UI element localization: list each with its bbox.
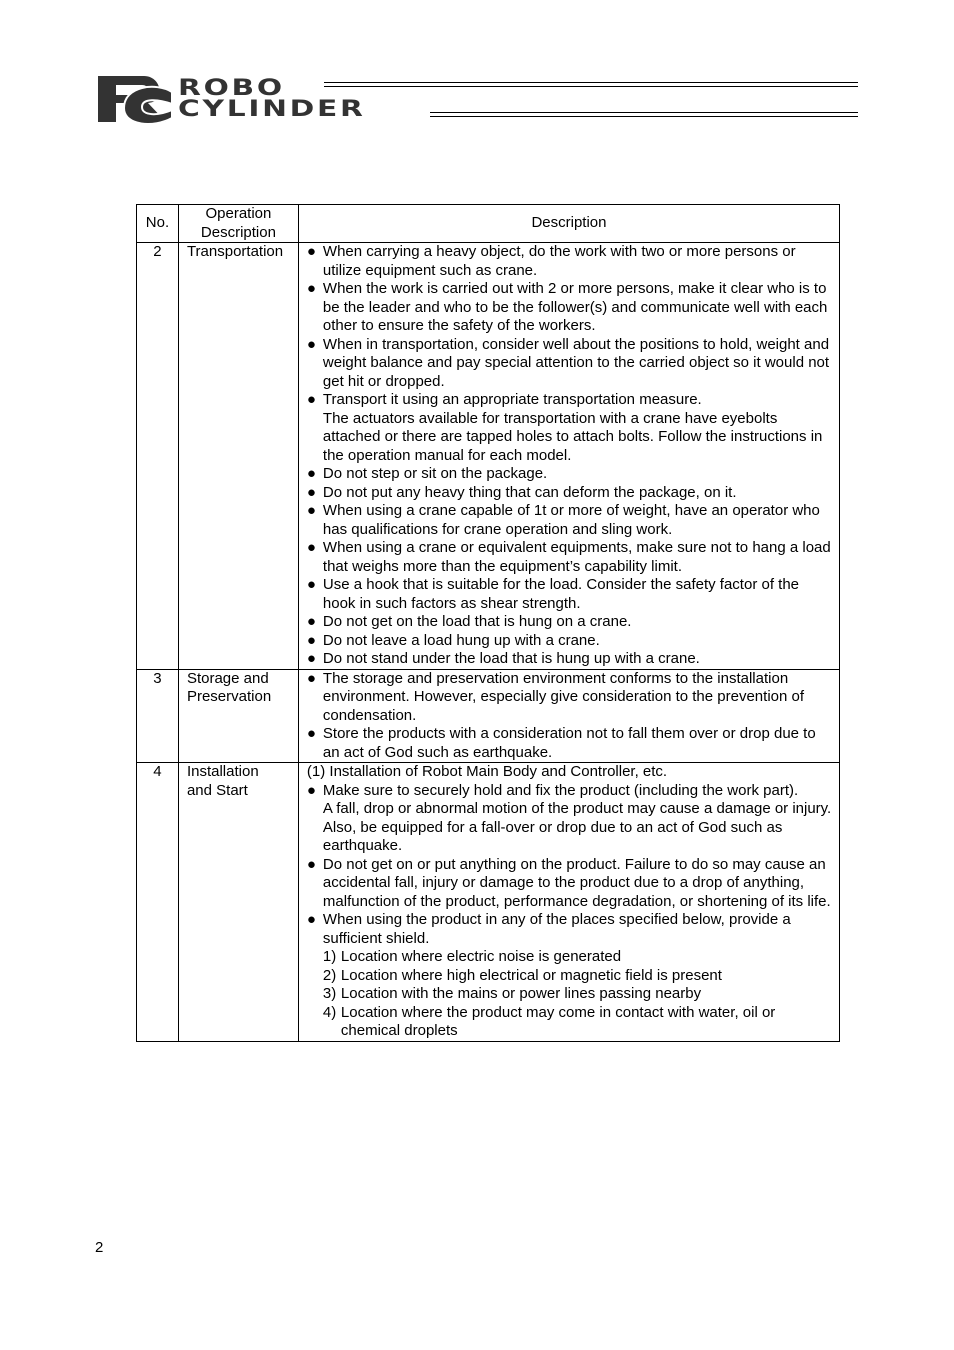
bullet-icon: ● xyxy=(306,911,316,928)
bullet-icon: ● xyxy=(306,725,316,742)
list-item: ● Do not leave a load hung up with a crane. xyxy=(306,631,600,649)
bullet-icon: ● xyxy=(306,631,316,649)
bullet-icon: ● xyxy=(306,539,316,556)
row-operation: Storage and Preservation xyxy=(178,669,298,763)
header-operation: Operation Description xyxy=(178,205,298,243)
row-operation: Installation and Start xyxy=(178,763,298,1042)
page-header xyxy=(96,72,858,128)
bullet-note: A fall, drop or abnormal motion of the product may cause a damage or injury. xyxy=(322,800,832,817)
bullet-icon: ● xyxy=(306,465,316,482)
list-item: ● Make sure to securely hold and fix the product (including the work part). xyxy=(306,781,799,799)
bullet-note: Also, be equipped for a fall-over or drop due to an act of God such as earthquake. xyxy=(322,818,783,854)
table-row xyxy=(137,669,840,763)
bullet-icon: ● xyxy=(306,855,316,873)
row-description xyxy=(298,669,839,763)
row-no: 2 xyxy=(137,243,179,670)
section-title: (1) Installation of Robot Main Body and Controller, etc. xyxy=(306,763,668,780)
header-rule-bottom xyxy=(430,112,858,117)
numbered-item: 1) Location where electric noise is generated xyxy=(322,948,622,965)
bullet-icon: ● xyxy=(306,669,316,687)
bullet-icon: ● xyxy=(306,391,316,408)
bullet-icon: ● xyxy=(306,576,316,593)
numbered-item: 3) Location with the mains or power lines passing nearby xyxy=(322,985,702,1002)
table-row xyxy=(137,243,840,670)
list-item: ● Do not step or sit on the package. xyxy=(306,465,548,482)
row-description xyxy=(298,243,839,670)
list-item: ● When using a crane or equivalent equipments, make sure not to hang a load that weighs more than the equipment’s capability limit. xyxy=(306,539,831,575)
row-description xyxy=(298,763,839,1042)
list-item: ● When carrying a heavy object, do the work with two or more persons or utilize equipment such as crane. xyxy=(306,243,796,279)
bullet-icon: ● xyxy=(306,650,316,667)
list-item: ● Do not get on or put anything on the product. Failure to do so may cause an accidental fall, injury or damage to the product due to a drop of anything, malfunction of the product, performance degradation, or shortening of its life. xyxy=(306,855,831,910)
bullet-icon: ● xyxy=(306,613,316,630)
list-item: ● When using the product in any of the places specified below, provide a sufficient shield. xyxy=(306,911,791,947)
list-item: ● Transport it using an appropriate transportation measure. xyxy=(306,391,702,408)
header-no: No. xyxy=(137,205,179,243)
logo-wordmark xyxy=(178,76,366,122)
numbered-item: 4) Location where the product may come in contact with water, oil or chemical droplets xyxy=(322,1003,776,1039)
logo-line-robo: ROBO xyxy=(178,76,285,101)
logo-line-cylinder: CYLINDER xyxy=(178,97,366,122)
operation-table xyxy=(136,204,840,1042)
bullet-icon: ● xyxy=(306,280,316,297)
table-header-row xyxy=(137,205,840,243)
list-item: ● When using a crane capable of 1t or more of weight, have an operator who has qualifications for crane operation and sling work. xyxy=(306,502,820,538)
bullet-note: The actuators available for transportation with a crane have eyebolts attached or there are tapped holes to attach bolts. Follow the instructions in the operation manual for each model. xyxy=(322,409,823,464)
list-item: ● Do not get on the load that is hung on a crane. xyxy=(306,613,632,630)
bullet-icon: ● xyxy=(306,502,316,519)
header-rule-top xyxy=(324,82,858,87)
list-item: ● Store the products with a consideration not to fall them over or drop due to an act of God such as earthquake. xyxy=(306,725,816,761)
bullet-icon: ● xyxy=(306,335,316,353)
bullet-icon: ● xyxy=(306,483,316,501)
row-no: 4 xyxy=(137,763,179,1042)
page-number: 2 xyxy=(95,1239,104,1256)
list-item: ● The storage and preservation environment conforms to the installation environment. However, especially give consideration to the prevention of condensation. xyxy=(306,669,805,724)
bullet-icon: ● xyxy=(306,243,316,260)
table-row xyxy=(137,763,840,1042)
row-no: 3 xyxy=(137,669,179,763)
bullet-icon: ● xyxy=(306,781,316,799)
list-item: ● When the work is carried out with 2 or more persons, make it clear who is to be the leader and who to be the follower(s) and communicate well with each other to ensure the safety of the workers. xyxy=(306,280,828,334)
row-operation: Transportation xyxy=(178,243,298,670)
list-item: ● Use a hook that is suitable for the load. Consider the safety factor of the hook in such factors as shear strength. xyxy=(306,576,800,612)
list-item: ● Do not stand under the load that is hung up with a crane. xyxy=(306,650,700,667)
list-item: ● Do not put any heavy thing that can deform the package, on it. xyxy=(306,483,737,501)
list-item: ● When in transportation, consider well about the positions to hold, weight and weight balance and pay special attention to the carried object so it would not get hit or dropped. xyxy=(306,335,830,390)
numbered-item: 2) Location where high electrical or magnetic field is present xyxy=(322,966,722,984)
rc-logo-icon xyxy=(96,72,174,126)
header-description: Description xyxy=(298,205,839,243)
